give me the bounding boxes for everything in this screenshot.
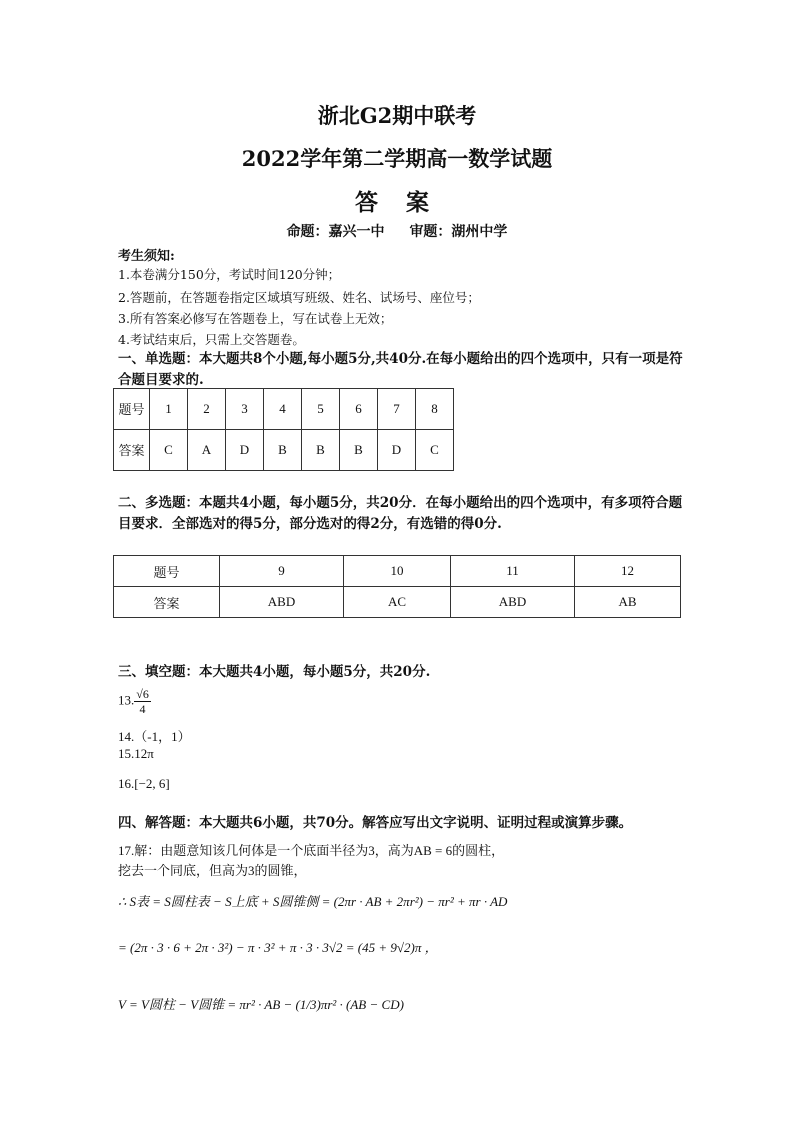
q17-surface-area-result: = (2π · 3 · 6 + 2π · 3²) − π · 3² + π · 3 · 3√2 = (45 + 9√2)π ，: [118, 940, 438, 955]
table-cell: 3: [226, 389, 264, 430]
table-cell: 10: [344, 556, 451, 587]
table-cell: 8: [416, 389, 454, 430]
q17-volume-formula: V = V圆柱 − V圆锥 = πr² · AB − (1/3)πr² · (AB − CD): [118, 997, 404, 1012]
answer-13-numerator: √6: [136, 687, 149, 701]
table-cell: D: [378, 430, 416, 471]
doc-title-exam: 浙北G2期中联考: [317, 103, 477, 128]
table-header-cell: 答案: [114, 587, 220, 618]
table-cell: A: [188, 430, 226, 471]
table-header-cell: 答案: [114, 430, 150, 471]
table-cell: 2: [188, 389, 226, 430]
section4-title: 四、解答题：本大题共6小题，共70分。解答应写出文字说明、证明过程或演算步骤。: [118, 815, 633, 831]
table-cell: ABD: [220, 587, 344, 618]
table-cell: B: [264, 430, 302, 471]
notice-item: 1.本卷满分150分，考试时间120分钟；: [118, 267, 341, 282]
table-row: [114, 430, 454, 471]
table-cell: ABD: [451, 587, 575, 618]
table-cell: AB: [575, 587, 681, 618]
table-cell: AC: [344, 587, 451, 618]
notice-item: 2.答题前，在答题卷指定区域填写班级、姓名、试场号、座位号；: [118, 290, 480, 305]
notice-heading: 考生须知:: [118, 249, 175, 264]
doc-authors: [0, 221, 794, 241]
table-row: [114, 556, 681, 587]
table-cell: C: [416, 430, 454, 471]
answer-16: 16.[−2, 6]: [118, 776, 170, 791]
answer-14: 14.（-1，1）: [118, 729, 191, 744]
table-cell: 9: [220, 556, 344, 587]
q17-surface-area-formula: ∴ S表 = S圆柱表 − S上底 + S圆锥侧 = (2πr · AB + 2πr²) − πr² + πr · AD: [118, 894, 508, 909]
author-line: 命题：嘉兴一中: [286, 224, 385, 240]
single-choice-answer-table: [113, 388, 454, 471]
table-row: [114, 389, 454, 430]
doc-title-answers: 答 案: [354, 189, 439, 216]
notice-item: 4.考试结束后，只需上交答题卷。: [118, 332, 305, 347]
section3-title: 三、填空题：本大题共4小题，每小题5分，共20分.: [118, 664, 431, 680]
table-cell: 6: [340, 389, 378, 430]
notice-item: 3.所有答案必修写在答题卷上，写在试卷上无效；: [118, 311, 393, 326]
doc-title-subject: 2022学年第二学期高一数学试题: [241, 146, 553, 171]
table-cell: 11: [451, 556, 575, 587]
section1-title: 一、单选题：本大题共8个小题,每小题5分,共40分.在每小题给出的四个选项中，只有一项是符合题目要求的.: [118, 351, 683, 388]
multi-choice-answer-table: [113, 555, 681, 618]
table-cell: 1: [150, 389, 188, 430]
table-cell: 4: [264, 389, 302, 430]
answer-15: 15.12π: [118, 746, 154, 761]
answer-13-fraction: [134, 687, 151, 716]
q17-solution-line1: 17.解：由题意知该几何体是一个底面半径为3，高为AB = 6的圆柱，: [118, 843, 505, 858]
table-row: [114, 587, 681, 618]
answer-13-denominator: 4: [139, 702, 146, 716]
table-header-cell: 题号: [114, 389, 150, 430]
reviewer-line: 审题：湖州中学: [409, 224, 508, 240]
table-cell: D: [226, 430, 264, 471]
table-cell: B: [302, 430, 340, 471]
table-cell: 12: [575, 556, 681, 587]
table-cell: 7: [378, 389, 416, 430]
table-cell: C: [150, 430, 188, 471]
q17-solution-line2: 挖去一个同底，但高为3的圆锥，: [118, 863, 307, 878]
section2-title: 二、多选题：本题共4小题，每小题5分，共20分．在每小题给出的四个选项中，有多项符合题目要求．全部选对的得5分，部分选对的得2分，有选错的得0分.: [118, 495, 683, 532]
table-cell: B: [340, 430, 378, 471]
answer-13-label: 13.: [118, 692, 135, 708]
answer-13: [118, 687, 151, 716]
table-header-cell: 题号: [114, 556, 220, 587]
table-cell: 5: [302, 389, 340, 430]
